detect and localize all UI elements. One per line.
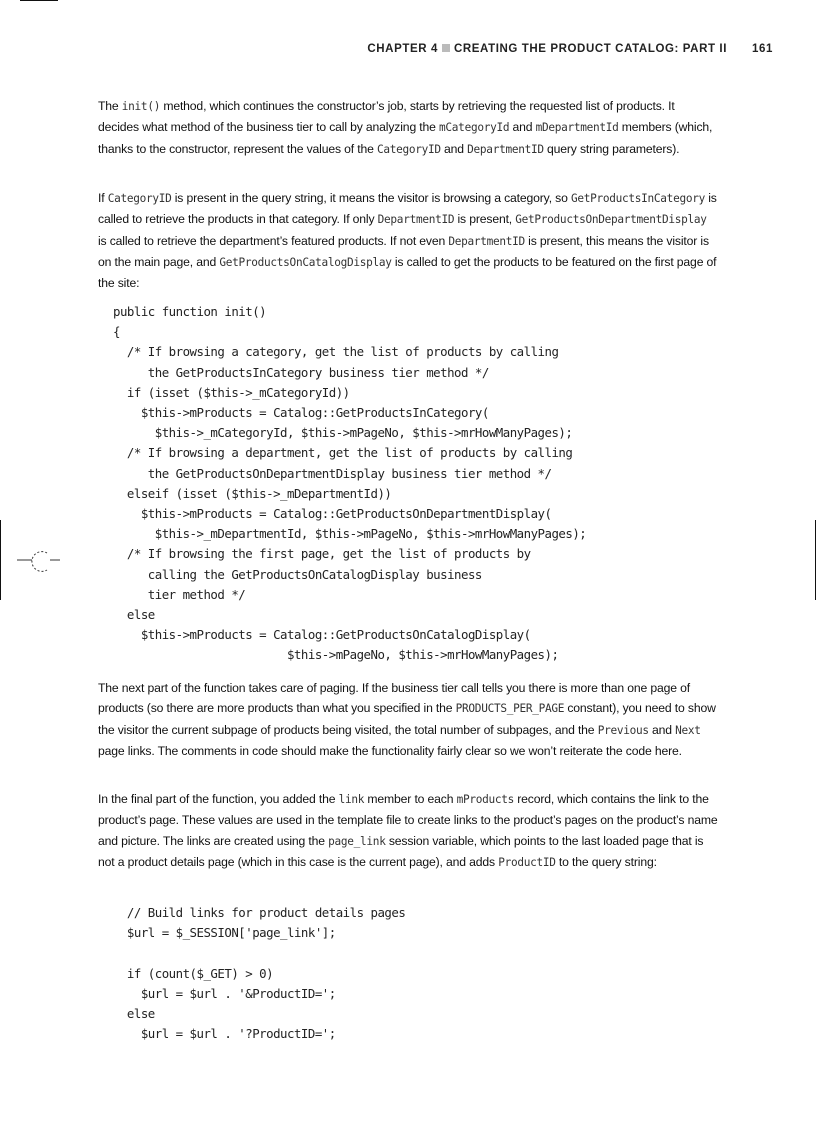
inline-code: Previous [597, 723, 649, 737]
square-separator-icon [442, 44, 450, 52]
paragraph-query-string [98, 188, 718, 293]
inline-code: mCategoryId [439, 121, 510, 135]
inline-code: mProducts [456, 793, 515, 806]
crop-mark-top [20, 0, 58, 1]
code-block-links: // Build links for product details pages $url = $_SESSION['page_link']; if (count($_GET) > 0) $url = $url . '&ProductID='; else $url = $url . '?ProductID='; [126, 905, 406, 1042]
paragraph-text: is called to retrieve the products in that category. If only [98, 191, 717, 227]
inline-code: CategoryID [377, 142, 441, 156]
inline-code: page_link [328, 834, 386, 848]
paragraph-text: is present, this means the visitor is on the main page, and [98, 233, 709, 269]
paragraph-text: is present, [454, 212, 516, 227]
inline-code: CategoryID [107, 192, 172, 205]
paragraph-text: and [648, 722, 676, 737]
paragraph-text: is called to get the products to be featured on the first page of the site: [98, 254, 717, 291]
paragraph-text: is called to retrieve the department’s featured products. If not even [98, 233, 449, 248]
paragraph-text: session variable, which points to the last loaded page that is not a product details page (which in this case is the current page), and adds [98, 833, 704, 869]
paragraph-text: members (which, thanks to the constructor, represent the values of the [98, 120, 713, 156]
running-header [98, 43, 773, 59]
paragraph-init-method [98, 96, 718, 160]
paragraph-text: is present in the query string, it means the visitor is browsing a category, so [171, 191, 571, 205]
code-block-init: public function init() { /* If browsing a category, get the list of products by calling the GetProductsInCategory business tier method */ if (isset ($this->_mCategoryId)) $this->mProducts = Catalog::GetProductsInCategory( $this->_mCategoryId, $this->mPageNo, $this->mrHowManyPages); /* If browsing a department, get the list of products by calling the GetProductsOnDepartmentDisplay business tier method */ elseif (isset ($this->_mDepartmentId)) $this->mProducts = Catalog::GetProductsOnDepartmentDisplay( $this->_mDepartmentId, $this->mPageNo, $this->mrHowManyPages); /* If browsing the first page, get the list of products by calling the GetProductsOnCatalogDisplay business tier method */ else $this->mProducts = Catalog::GetProductsOnCatalogDisplay( $this->mPageNo, $this->mrHowManyPages); [113, 304, 587, 663]
paragraph-text: The next part of the function takes care of paging. If the business tier call tells you there is more than one page of products (so there are more products than what you specified in the [98, 681, 691, 716]
page-number: 161 [752, 43, 773, 55]
crop-mark-left [0, 520, 1, 600]
inline-code: init() [121, 100, 161, 113]
paragraph-product-links [98, 789, 718, 873]
inline-code: GetProductsOnCatalogDisplay [219, 255, 392, 269]
inline-code: link [338, 793, 365, 806]
inline-code: DepartmentID [377, 213, 455, 227]
paragraph-text: method, which continues the constructor’s job, starts by retrieving the requested list of products. It decides what method of the business tier to call by analyzing the [98, 99, 675, 135]
paragraph-text: query string parameters). [543, 141, 680, 156]
inline-code: Next [675, 723, 701, 737]
registration-mark-icon [14, 548, 64, 574]
paragraph-text: record, which contains the link to the product’s page. These values are used in the template file to create links to the product’s pages on the product’s name and picture. The links are created using the [98, 792, 718, 848]
paragraph-text: If [98, 191, 108, 205]
paragraph-text: and [440, 141, 468, 156]
paragraph-text: and [509, 120, 536, 135]
inline-code: DepartmentID [448, 234, 525, 248]
inline-code: GetProductsOnDepartmentDisplay [515, 213, 707, 227]
inline-code: ProductID [498, 855, 556, 869]
paragraph-text: The [98, 99, 122, 113]
chapter-title: CHAPTER 4 CREATING THE PRODUCT CATALOG: PART II [367, 43, 727, 55]
paragraph-text: to the query string: [555, 854, 657, 869]
paragraph-text: member to each [364, 792, 457, 806]
inline-code: DepartmentID [467, 142, 544, 156]
paragraph-text: page links. The comments in code should make the functionality fairly clear so we won’t reiterate the code here. [98, 743, 682, 758]
inline-code: PRODUCTS_PER_PAGE [455, 702, 565, 716]
paragraph-text: In the final part of the function, you added the [98, 792, 339, 806]
paragraph-text: constant), you need to show the visitor the current subpage of products being visited, the total number of subpages, and the [98, 701, 716, 737]
inline-code: mDepartmentId [535, 121, 619, 135]
paragraph-paging [98, 678, 718, 761]
inline-code: GetProductsInCategory [571, 192, 705, 205]
